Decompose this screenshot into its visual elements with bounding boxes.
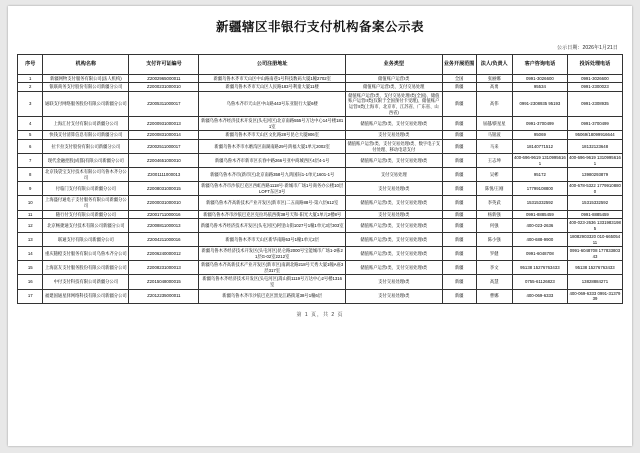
- row-complaint-tel: 0991-2300023: [567, 83, 622, 92]
- row-service-tel: 0755-61126823: [512, 275, 567, 289]
- row-no: 16: [18, 275, 43, 289]
- table-row: [18, 139, 623, 153]
- row-license-number: Z2004211000016: [129, 233, 199, 247]
- row-scope: 新疆: [442, 275, 476, 289]
- row-no: 14: [18, 247, 43, 261]
- row-business-type: 支付交易处理I类: [345, 210, 442, 219]
- row-institution-name: 现代金融控股(成都)有限公司新疆分公司: [43, 154, 129, 168]
- row-business-type: 储值账户运营I类、支付交易处理I类: [345, 154, 442, 168]
- row-license-number: Z2001711000016: [129, 210, 199, 219]
- row-representative: 杨新强: [476, 210, 512, 219]
- row-scope: 新疆: [442, 210, 476, 219]
- row-scope: 新疆: [442, 168, 476, 182]
- row-scope: 新疆: [442, 247, 476, 261]
- row-no: 7: [18, 154, 43, 168]
- column-header-name: 机构名称: [43, 54, 129, 74]
- row-complaint-tel: 400-696-9619 13109956161: [569, 155, 621, 166]
- table-row: [18, 154, 623, 168]
- row-business-type: 支付交易处理I类: [345, 131, 442, 140]
- row-scope: 全国: [442, 74, 476, 83]
- row-business-type: 储值账户运营I类、支付交易处理I类(全国)、储值账户运营II类(仅限于全国预付卡受理)、储值账户运营II类(上海市、北京市、江苏省、广东省、山西省): [345, 91, 442, 116]
- table-row: [18, 219, 623, 233]
- table-row: [18, 131, 623, 140]
- row-no: 8: [18, 168, 43, 182]
- table-row: [18, 289, 623, 303]
- row-scope: 新疆: [442, 154, 476, 168]
- row-license-number: Z2006240000012: [129, 247, 199, 261]
- row-address: 新疆乌鲁木齐市天山区中山路南巷1号科技数码大厦1幢2702室: [199, 74, 345, 83]
- row-business-type: 储值账户运营I类: [345, 74, 442, 83]
- column-header-license: 支付许可证编号: [129, 54, 199, 74]
- row-representative: 屈越/蔡星星: [476, 117, 512, 131]
- row-license-number: Z2008811000013: [129, 219, 199, 233]
- table-row: [18, 168, 623, 182]
- row-business-type: 储值账户运营I类、支付交易处理I类: [345, 233, 442, 247]
- row-service-tel: 95172: [512, 168, 567, 182]
- row-service-tel: 400-023-2636: [512, 219, 567, 233]
- row-business-type: 支付交易处理I类: [345, 182, 442, 196]
- page-title: 新疆辖区非银行支付机构备案公示表: [215, 20, 424, 34]
- row-representative: 罗健: [476, 247, 512, 261]
- row-address: 新疆乌鲁木齐市沙依巴克区黑龙江路街道38号1幢6层: [199, 289, 345, 303]
- row-service-tel: 95138 15276763433: [512, 261, 567, 275]
- row-no: 6: [18, 139, 43, 153]
- row-representative: 高勇: [476, 83, 512, 92]
- column-header-scope: 业务开展范围: [442, 54, 476, 74]
- row-service-tel: 18140771512: [512, 139, 567, 153]
- row-address: 新疆乌鲁木齐高新技术产业开发区(新市区)南湖北路218号天秀大厦1幢A座3层317室: [199, 261, 345, 275]
- row-institution-name: 付临门支付有限公司新疆分公司: [43, 182, 129, 196]
- row-complaint-tel: 400-023-2636 13319831985: [569, 220, 621, 231]
- row-institution-name: 随行付支付有限公司新疆分公司: [43, 210, 129, 219]
- row-representative: 何强: [476, 219, 512, 233]
- row-address: 新疆乌鲁木齐市沙依巴克区克拉玛依西街38号天和·阳光大厦1单元2楼8号: [199, 210, 345, 219]
- page-footer: 第 1 页，共 2 页: [296, 311, 344, 318]
- row-business-type: 储值账户运营I类、支付交易处理I类: [345, 261, 442, 275]
- row-scope: 新疆: [442, 91, 476, 116]
- row-service-tel: 95534: [512, 83, 567, 92]
- row-business-type: 支付交易处理: [345, 168, 442, 182]
- row-business-type: 储值账户运营I类、支付交易处理I类: [345, 196, 442, 210]
- row-address: 新疆乌鲁木齐高新技术产业开发区(新市区)二五南路88号-第六层612室: [199, 196, 345, 210]
- row-address: 乌鲁木齐市天山区中山路443号东亚银行大厦6楼: [199, 91, 345, 116]
- column-header-business-type: 业务类型: [345, 54, 442, 74]
- column-header-address: 公司注册地址: [199, 54, 345, 74]
- table-container: [8, 54, 632, 304]
- row-no: 1: [18, 74, 43, 83]
- row-institution-name: 福建国通星驿网络科技有限公司新疆分公司: [43, 289, 129, 303]
- table-row: [18, 247, 623, 261]
- table-row: [18, 261, 623, 275]
- row-institution-name: 北京钱袋宝支付技术有限公司乌鲁木齐分公司: [43, 168, 129, 182]
- row-no: 17: [18, 289, 43, 303]
- row-service-tel: 0991-6048708: [512, 247, 567, 261]
- row-representative: 李文: [476, 261, 512, 275]
- row-license-number: Z2008031000015: [129, 182, 199, 196]
- row-address: 新疆乌鲁木齐经济技术开发区(头屯河区)嵩山街1119号万达中心2号楼1316室: [199, 275, 345, 289]
- table-row: [18, 233, 623, 247]
- row-complaint-tel: 0991-3700499: [567, 117, 622, 131]
- row-no: 5: [18, 131, 43, 140]
- column-header-representative: 法人/负责人: [476, 54, 512, 74]
- row-representative: 张丽娜: [476, 74, 512, 83]
- row-complaint-tel: 400-678-5322 17799108800: [567, 182, 622, 196]
- row-representative: 马银波: [476, 131, 512, 140]
- row-business-type: 支付交易处理I类: [345, 275, 442, 289]
- row-representative: 高伟: [476, 91, 512, 116]
- row-license-number: Z2012235000011: [129, 289, 199, 303]
- table-row: [18, 117, 623, 131]
- column-header-no: 序号: [18, 54, 43, 74]
- row-institution-name: 上海盛付通电子支付服务有限公司新疆分公司: [43, 196, 129, 210]
- row-no: 2: [18, 83, 43, 92]
- row-institution-name: 上海汇付支付有限公司新疆分公司: [43, 117, 129, 131]
- row-scope: 新疆: [442, 83, 476, 92]
- row-license-number: Z2000231000010: [129, 83, 199, 92]
- row-service-tel: 0991-3026600: [512, 74, 567, 83]
- row-no: 13: [18, 233, 43, 247]
- row-scope: 新疆: [442, 233, 476, 247]
- row-address: 新疆乌鲁木齐市水磨沟区南湖南路29号鸿福大厦1单元2002室: [199, 139, 345, 153]
- row-complaint-tel: 0991-3026600: [567, 74, 622, 83]
- row-institution-name: 上海富友支付服务股份有限公司新疆分公司: [43, 261, 129, 275]
- table-row: [18, 196, 623, 210]
- row-business-type: 支付交易处理I类: [345, 289, 442, 303]
- row-no: 10: [18, 196, 43, 210]
- header-row: [18, 54, 623, 74]
- row-service-tel: 17799108800: [512, 182, 567, 196]
- publish-date: 公示日期：2026年1月21日: [557, 44, 618, 51]
- row-institution-name: 银联商务支付股份有限公司新疆分公司: [43, 83, 129, 92]
- row-complaint-tel: 18082903320 010-66505411: [567, 233, 622, 247]
- row-address: 新疆乌鲁木齐市天山区文化路28号昆仑大厦906室: [199, 131, 345, 140]
- row-license-number: Z2000031000010: [129, 196, 199, 210]
- row-institution-name: 拉卡拉支付股份有限公司新疆分公司: [43, 139, 129, 153]
- table-row: [18, 275, 623, 289]
- row-complaint-tel: 13828884271: [567, 275, 622, 289]
- column-header-complaint-tel: 投诉处理电话: [567, 54, 622, 74]
- table-row: [18, 74, 623, 83]
- row-scope: 新疆: [442, 289, 476, 303]
- row-service-tel: 0991-3700499: [512, 117, 567, 131]
- row-service-tel: 0991-8885459: [512, 210, 567, 219]
- row-service-tel: 95069: [512, 131, 567, 140]
- row-no: 11: [18, 210, 43, 219]
- row-complaint-tel: 400-069-6333 0991-3137939: [567, 289, 622, 303]
- row-representative: 陈小强: [476, 233, 512, 247]
- row-license-number: Z2000831000014: [129, 131, 199, 140]
- row-scope: 新疆: [442, 117, 476, 131]
- row-complaint-tel: 15315332592: [567, 196, 622, 210]
- row-business-type: 储值账户运营I类、支付交易处理I类: [345, 219, 442, 233]
- row-license-number: Z2002511000017: [129, 139, 199, 153]
- row-address: 新疆乌鲁木齐经济技术开发区(头屯河区)阿里山街1027号1幢1单元3层303室: [199, 219, 345, 233]
- row-representative: 马来: [476, 139, 512, 153]
- row-business-type: 储值账户运营I类、支付交易处理: [345, 83, 442, 92]
- row-institution-name: 重庆随橙支付服务有限公司乌鲁木齐分公司: [43, 247, 129, 261]
- row-license-number: Z2004651000010: [129, 154, 199, 168]
- row-license-number: Z2000931000013: [129, 117, 199, 131]
- row-complaint-tel: 0991-2308935: [567, 91, 622, 116]
- row-service-tel: 400-069-6333: [512, 289, 567, 303]
- row-representative: 曹娜: [476, 289, 512, 303]
- document-page: [8, 6, 632, 446]
- row-representative: 王志坤: [476, 154, 512, 168]
- row-service-tel: 400-688-9900: [512, 233, 567, 247]
- row-representative: 李英武: [476, 196, 512, 210]
- row-license-number: Z2001111000013: [129, 168, 199, 182]
- row-business-type: 储值账户运营I类、支付交易处理I类: [345, 247, 442, 261]
- row-institution-name: 通联支付网络服务股份有限公司新疆分公司: [43, 91, 129, 116]
- row-business-type: 储值账户运营I类、支付交易处理I类、数字电子支付处理、移动电话支付: [345, 139, 442, 153]
- row-service-tel: 0991-2308935 95193: [512, 91, 567, 116]
- row-license-number: Z2005311000017: [129, 91, 199, 116]
- row-representative: 高慧: [476, 275, 512, 289]
- table-row: [18, 91, 623, 116]
- row-license-number: Z2015048000015: [129, 275, 199, 289]
- row-scope: 新疆: [442, 196, 476, 210]
- row-scope: 新疆: [442, 139, 476, 153]
- row-no: 15: [18, 261, 43, 275]
- row-institution-name: 北京畅捷通支付技术有限公司新疆分公司: [43, 219, 129, 233]
- row-scope: 新疆: [442, 131, 476, 140]
- row-scope: 新疆: [442, 219, 476, 233]
- table-row: [18, 182, 623, 196]
- table-body: [18, 74, 623, 303]
- row-representative: 陈悦/王刚: [476, 182, 512, 196]
- row-service-tel: 400-696-9619 13109956161: [513, 155, 566, 166]
- row-license-number: Z2002965000011: [129, 74, 199, 83]
- row-service-tel: 15315332592: [512, 196, 567, 210]
- row-address: 新疆乌鲁木齐市沙依巴克区西虹西路1118号·新城市广场1号商务办公楼10层LOFT东区3号: [199, 182, 345, 196]
- row-complaint-tel: 95138 15276763433: [567, 261, 622, 275]
- row-no: 9: [18, 182, 43, 196]
- row-institution-name: 快钱支付清算信息有限公司新疆分公司: [43, 131, 129, 140]
- row-address: 新疆乌鲁木齐市天山区新华南路53号1幢1单元2层: [199, 233, 345, 247]
- disclosure-table: [17, 54, 623, 304]
- row-no: 3: [18, 91, 43, 116]
- row-address: 新疆乌鲁木齐市天山区人民路183号利童大厦11楼: [199, 83, 345, 92]
- row-license-number: Z2008231000013: [129, 261, 199, 275]
- row-address: 新疆乌鲁木齐市新市区长春中路266号亚中商城西区4层4-1号: [199, 154, 345, 168]
- row-complaint-tel: 0991-8885459: [567, 210, 622, 219]
- table-row: [18, 210, 623, 219]
- row-institution-name: 新疆网物支付服务有限公司(法人机构): [43, 74, 129, 83]
- row-address: 新疆乌鲁木齐经济技术开发区(头屯河区)昆仑路2000号宝能城市广场1-2栋21层G-02室2212室: [199, 247, 345, 261]
- row-institution-name: 联通支付有限公司新疆分公司: [43, 233, 129, 247]
- row-scope: 新疆: [442, 182, 476, 196]
- row-address: 新疆乌鲁木齐经济技术开发区(头屯河区)北京南路555号万达中心14号楼1811室: [199, 117, 345, 131]
- row-complaint-tel: 18132123648: [567, 139, 622, 153]
- row-complaint-tel: 13980293879: [567, 168, 622, 182]
- row-complaint-tel: 0991-6048708 17783380343: [567, 247, 622, 261]
- row-no: 4: [18, 117, 43, 131]
- row-address: 新疆乌鲁木齐市(新市区)北京南路358号九鸿国际1-1单元1601-1号: [199, 168, 345, 182]
- column-header-service-tel: 客户咨询电话: [512, 54, 567, 74]
- row-business-type: 储值账户运营I类、支付交易处理I类: [345, 117, 442, 131]
- row-representative: 吴彬: [476, 168, 512, 182]
- row-scope: 新疆: [442, 261, 476, 275]
- table-header: [18, 54, 623, 74]
- row-no: 12: [18, 219, 43, 233]
- row-complaint-tel: 95069/18099916644: [567, 131, 622, 140]
- row-institution-name: 中付支付科技有限公司新疆分公司: [43, 275, 129, 289]
- table-row: [18, 83, 623, 92]
